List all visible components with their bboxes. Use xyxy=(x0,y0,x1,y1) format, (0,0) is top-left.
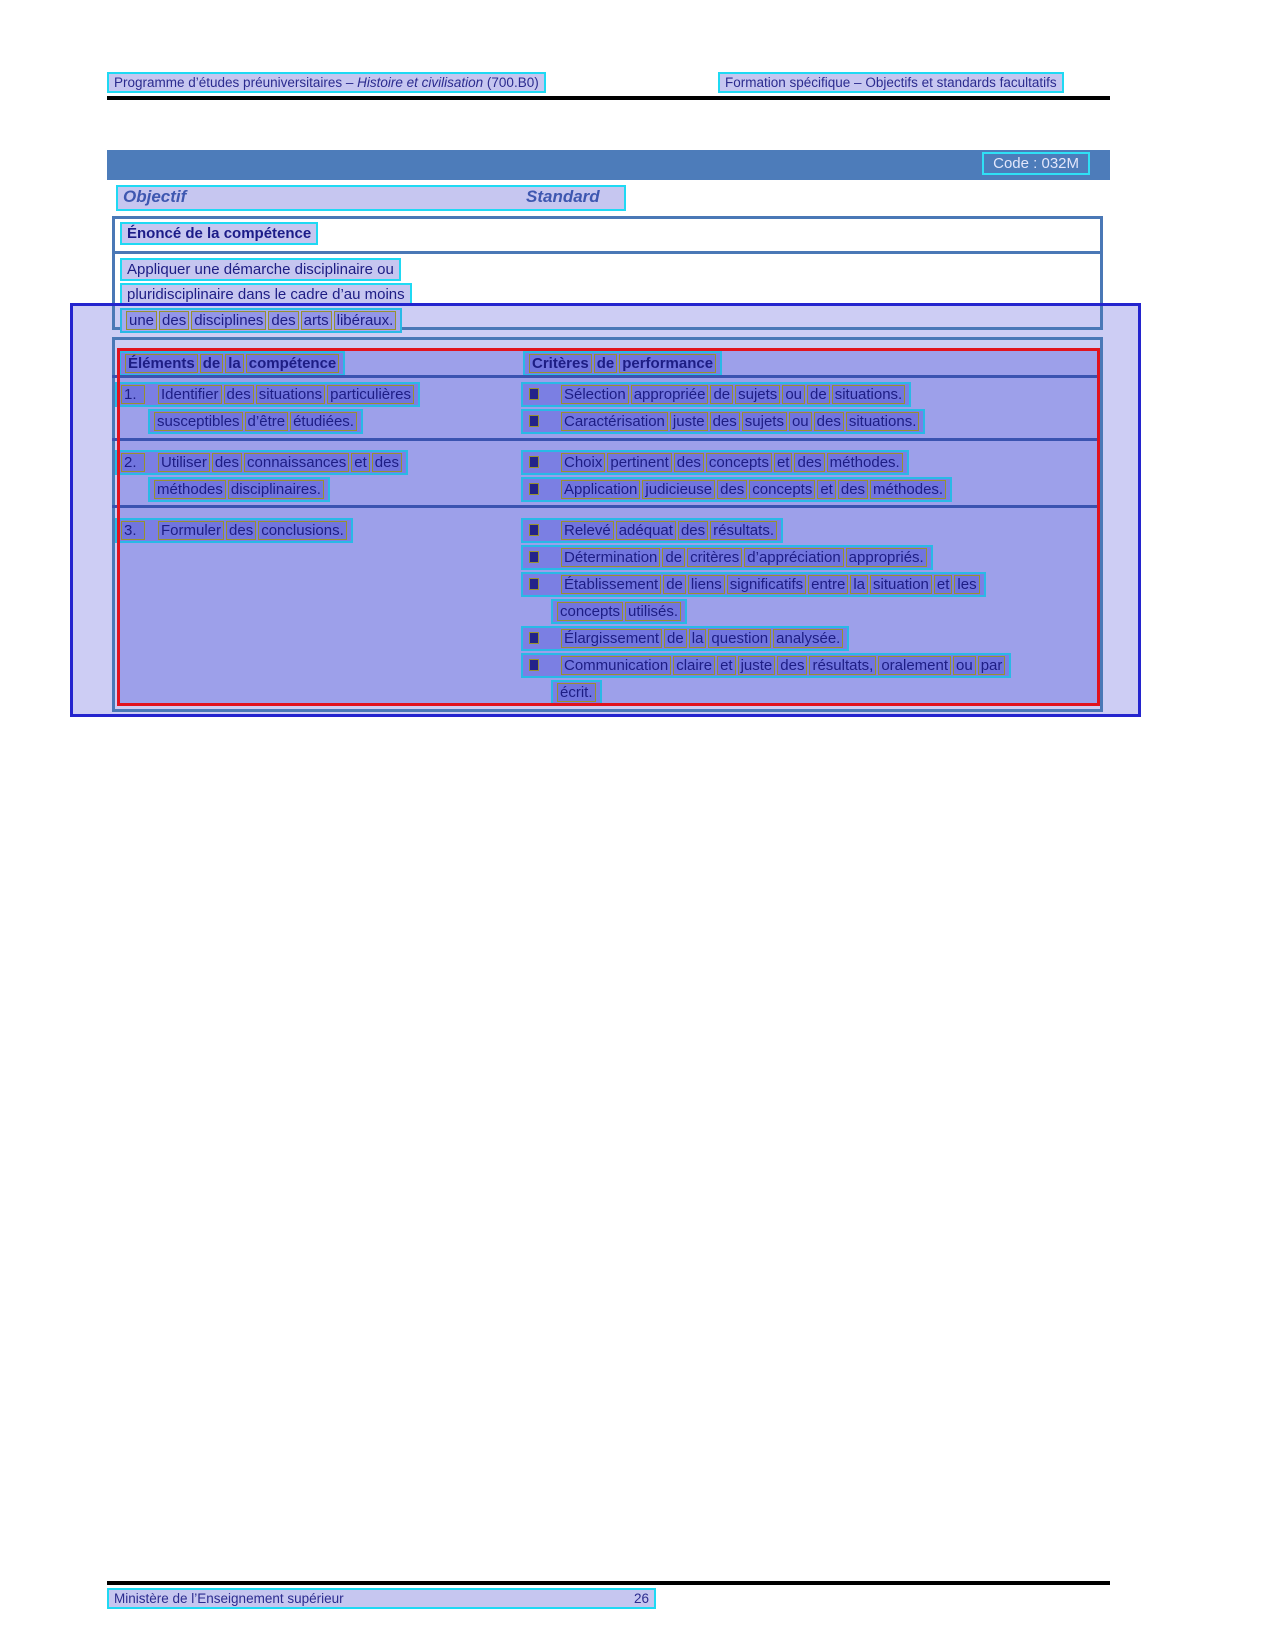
ocr-word-box: juste xyxy=(738,656,776,675)
ocr-word-box: d’appréciation xyxy=(744,548,843,567)
ocr-word-box: des xyxy=(814,412,844,431)
ocr-word-box: pertinent xyxy=(607,453,671,472)
ocr-word-box: la xyxy=(689,629,707,648)
ocr-word-box: conclusions. xyxy=(258,521,347,540)
item-number: 2. xyxy=(121,453,145,472)
ocr-line-box xyxy=(107,72,546,93)
ocr-word-box: de xyxy=(807,385,830,404)
enonce-title: Énoncé de la compétence xyxy=(127,225,312,242)
ocr-word-box: et xyxy=(934,575,953,594)
footer-ministry: Ministère de l’Enseignement supérieur xyxy=(114,1591,344,1606)
ocr-word-box: des xyxy=(159,311,189,330)
ocr-word-box: résultats. xyxy=(710,521,777,540)
ocr-word-box: situation xyxy=(870,575,932,594)
ocr-word-box: oralement xyxy=(878,656,951,675)
ocr-word-box: judicieuse xyxy=(642,480,715,499)
ocr-word-box: ou xyxy=(789,412,812,431)
header-rule xyxy=(107,96,1110,100)
ocr-word-box: disciplinaires. xyxy=(228,480,324,499)
ocr-line-box xyxy=(107,1588,656,1609)
annotation-rect-red xyxy=(117,348,1100,706)
running-header-left xyxy=(107,72,546,93)
code-label: Code : 032M xyxy=(993,155,1079,172)
ocr-word-box: Application xyxy=(561,480,640,499)
item-number: 1. xyxy=(121,385,145,404)
ocr-word-box: des xyxy=(678,521,708,540)
ocr-word-box: ou xyxy=(782,385,805,404)
header-right-text: Formation spécifique – Objectifs et standards facultatifs xyxy=(725,75,1057,90)
page-footer xyxy=(107,1588,656,1609)
ocr-word-box: particulières xyxy=(327,385,414,404)
enonce-line-text: pluridisciplinaire dans le cadre d’au moins xyxy=(127,286,405,303)
ocr-word-box: méthodes. xyxy=(870,480,946,499)
ocr-word-box: résultats, xyxy=(809,656,876,675)
ocr-word-box: situations. xyxy=(832,385,906,404)
ocr-word-box: susceptibles xyxy=(154,412,243,431)
enonce-line-text: Appliquer une démarche disciplinaire ou xyxy=(127,261,394,278)
ocr-word-box: des xyxy=(224,385,254,404)
ocr-word-box: connaissances xyxy=(244,453,349,472)
ocr-word-box: de xyxy=(594,354,618,373)
ocr-word-box: arts xyxy=(301,311,332,330)
ocr-word-box: étudiées. xyxy=(290,412,357,431)
ocr-word-box: des xyxy=(226,521,256,540)
ocr-word-box: Communication xyxy=(561,656,671,675)
ocr-word-box: et xyxy=(351,453,370,472)
header-left-suffix: (700.B0) xyxy=(483,75,539,90)
ocr-word-box: Choix xyxy=(561,453,605,472)
ocr-word-box: Détermination xyxy=(561,548,660,567)
ocr-word-box: concepts xyxy=(749,480,815,499)
ocr-word-box: Formuler xyxy=(158,521,224,540)
ocr-word-box: adéquat xyxy=(616,521,676,540)
ocr-word-box: concepts xyxy=(706,453,772,472)
ocr-word-box: des xyxy=(674,453,704,472)
footer-rule xyxy=(107,1581,1110,1585)
running-header-right xyxy=(718,72,1064,93)
ocr-word-box: la xyxy=(850,575,868,594)
ocr-word-box: et xyxy=(774,453,793,472)
ocr-word-box: situations. xyxy=(846,412,920,431)
ocr-word-box: par xyxy=(978,656,1006,675)
ocr-line-box xyxy=(120,222,318,245)
code-badge xyxy=(982,152,1090,175)
ocr-word-box: des xyxy=(794,453,824,472)
ocr-word-box: disciplines xyxy=(191,311,266,330)
ocr-word-box: Utiliser xyxy=(158,453,210,472)
ocr-word-box: et xyxy=(717,656,736,675)
ocr-word-box: juste xyxy=(670,412,708,431)
ocr-word-box: d’être xyxy=(245,412,289,431)
ocr-word-box: claire xyxy=(673,656,715,675)
ocr-word-box: ou xyxy=(953,656,976,675)
ocr-word-box: Élargissement xyxy=(561,629,662,648)
ocr-word-box: situations xyxy=(256,385,325,404)
standard-label: Standard xyxy=(526,187,600,206)
ocr-word-box: Critères xyxy=(529,354,592,373)
ocr-word-box: de xyxy=(662,548,685,567)
ocr-word-box: écrit. xyxy=(557,683,596,702)
ocr-word-box: Éléments xyxy=(125,354,198,373)
code-bar xyxy=(107,150,1110,180)
ocr-line-box xyxy=(718,72,1064,93)
ocr-word-box: de xyxy=(710,385,733,404)
objectif-label: Objectif xyxy=(123,187,187,206)
ocr-word-box: des xyxy=(838,480,868,499)
ocr-word-box: et xyxy=(817,480,836,499)
ocr-word-box: les xyxy=(954,575,979,594)
ocr-word-box: des xyxy=(717,480,747,499)
ocr-word-box: appropriée xyxy=(631,385,709,404)
objectif-standard-row xyxy=(116,185,626,211)
ocr-word-box: Caractérisation xyxy=(561,412,668,431)
ocr-word-box: question xyxy=(708,629,771,648)
ocr-word-box: Identifier xyxy=(158,385,222,404)
ocr-word-box: critères xyxy=(687,548,742,567)
ocr-word-box: significatifs xyxy=(727,575,806,594)
ocr-word-box: une xyxy=(126,311,157,330)
ocr-word-box: liens xyxy=(688,575,725,594)
header-left-prefix: Programme d’études préuniversitaires – xyxy=(114,75,358,90)
ocr-line-box xyxy=(120,258,401,281)
ocr-word-box: Sélection xyxy=(561,385,629,404)
ocr-word-box: des xyxy=(268,311,298,330)
ocr-word-box: libéraux. xyxy=(334,311,397,330)
ocr-word-box: sujets xyxy=(735,385,780,404)
ocr-word-box: performance xyxy=(619,354,716,373)
ocr-word-box: analysée. xyxy=(773,629,843,648)
enonce-line xyxy=(120,258,1100,283)
ocr-word-box: appropriés. xyxy=(846,548,927,567)
ocr-word-box: de xyxy=(664,629,687,648)
ocr-word-box: concepts xyxy=(557,602,623,621)
ocr-word-box: des xyxy=(212,453,242,472)
ocr-word-box: utilisés. xyxy=(625,602,681,621)
ocr-word-box: Relevé xyxy=(561,521,614,540)
header-left-italic: Histoire et civilisation xyxy=(357,75,484,90)
ocr-word-box: des xyxy=(372,453,402,472)
ocr-word-box: de xyxy=(200,354,224,373)
ocr-word-box: méthodes xyxy=(154,480,226,499)
ocr-word-box: sujets xyxy=(742,412,787,431)
ocr-word-box: des xyxy=(710,412,740,431)
item-number: 3. xyxy=(121,521,145,540)
ocr-word-box: entre xyxy=(808,575,848,594)
ocr-word-box: de xyxy=(663,575,686,594)
ocr-word-box: Établissement xyxy=(561,575,661,594)
enonce-title-row xyxy=(115,219,1100,254)
ocr-word-box: méthodes. xyxy=(827,453,903,472)
ocr-word-box: des xyxy=(777,656,807,675)
ocr-word-box: compétence xyxy=(246,354,340,373)
footer-page-number: 26 xyxy=(633,1591,649,1606)
ocr-word-box: la xyxy=(225,354,244,373)
